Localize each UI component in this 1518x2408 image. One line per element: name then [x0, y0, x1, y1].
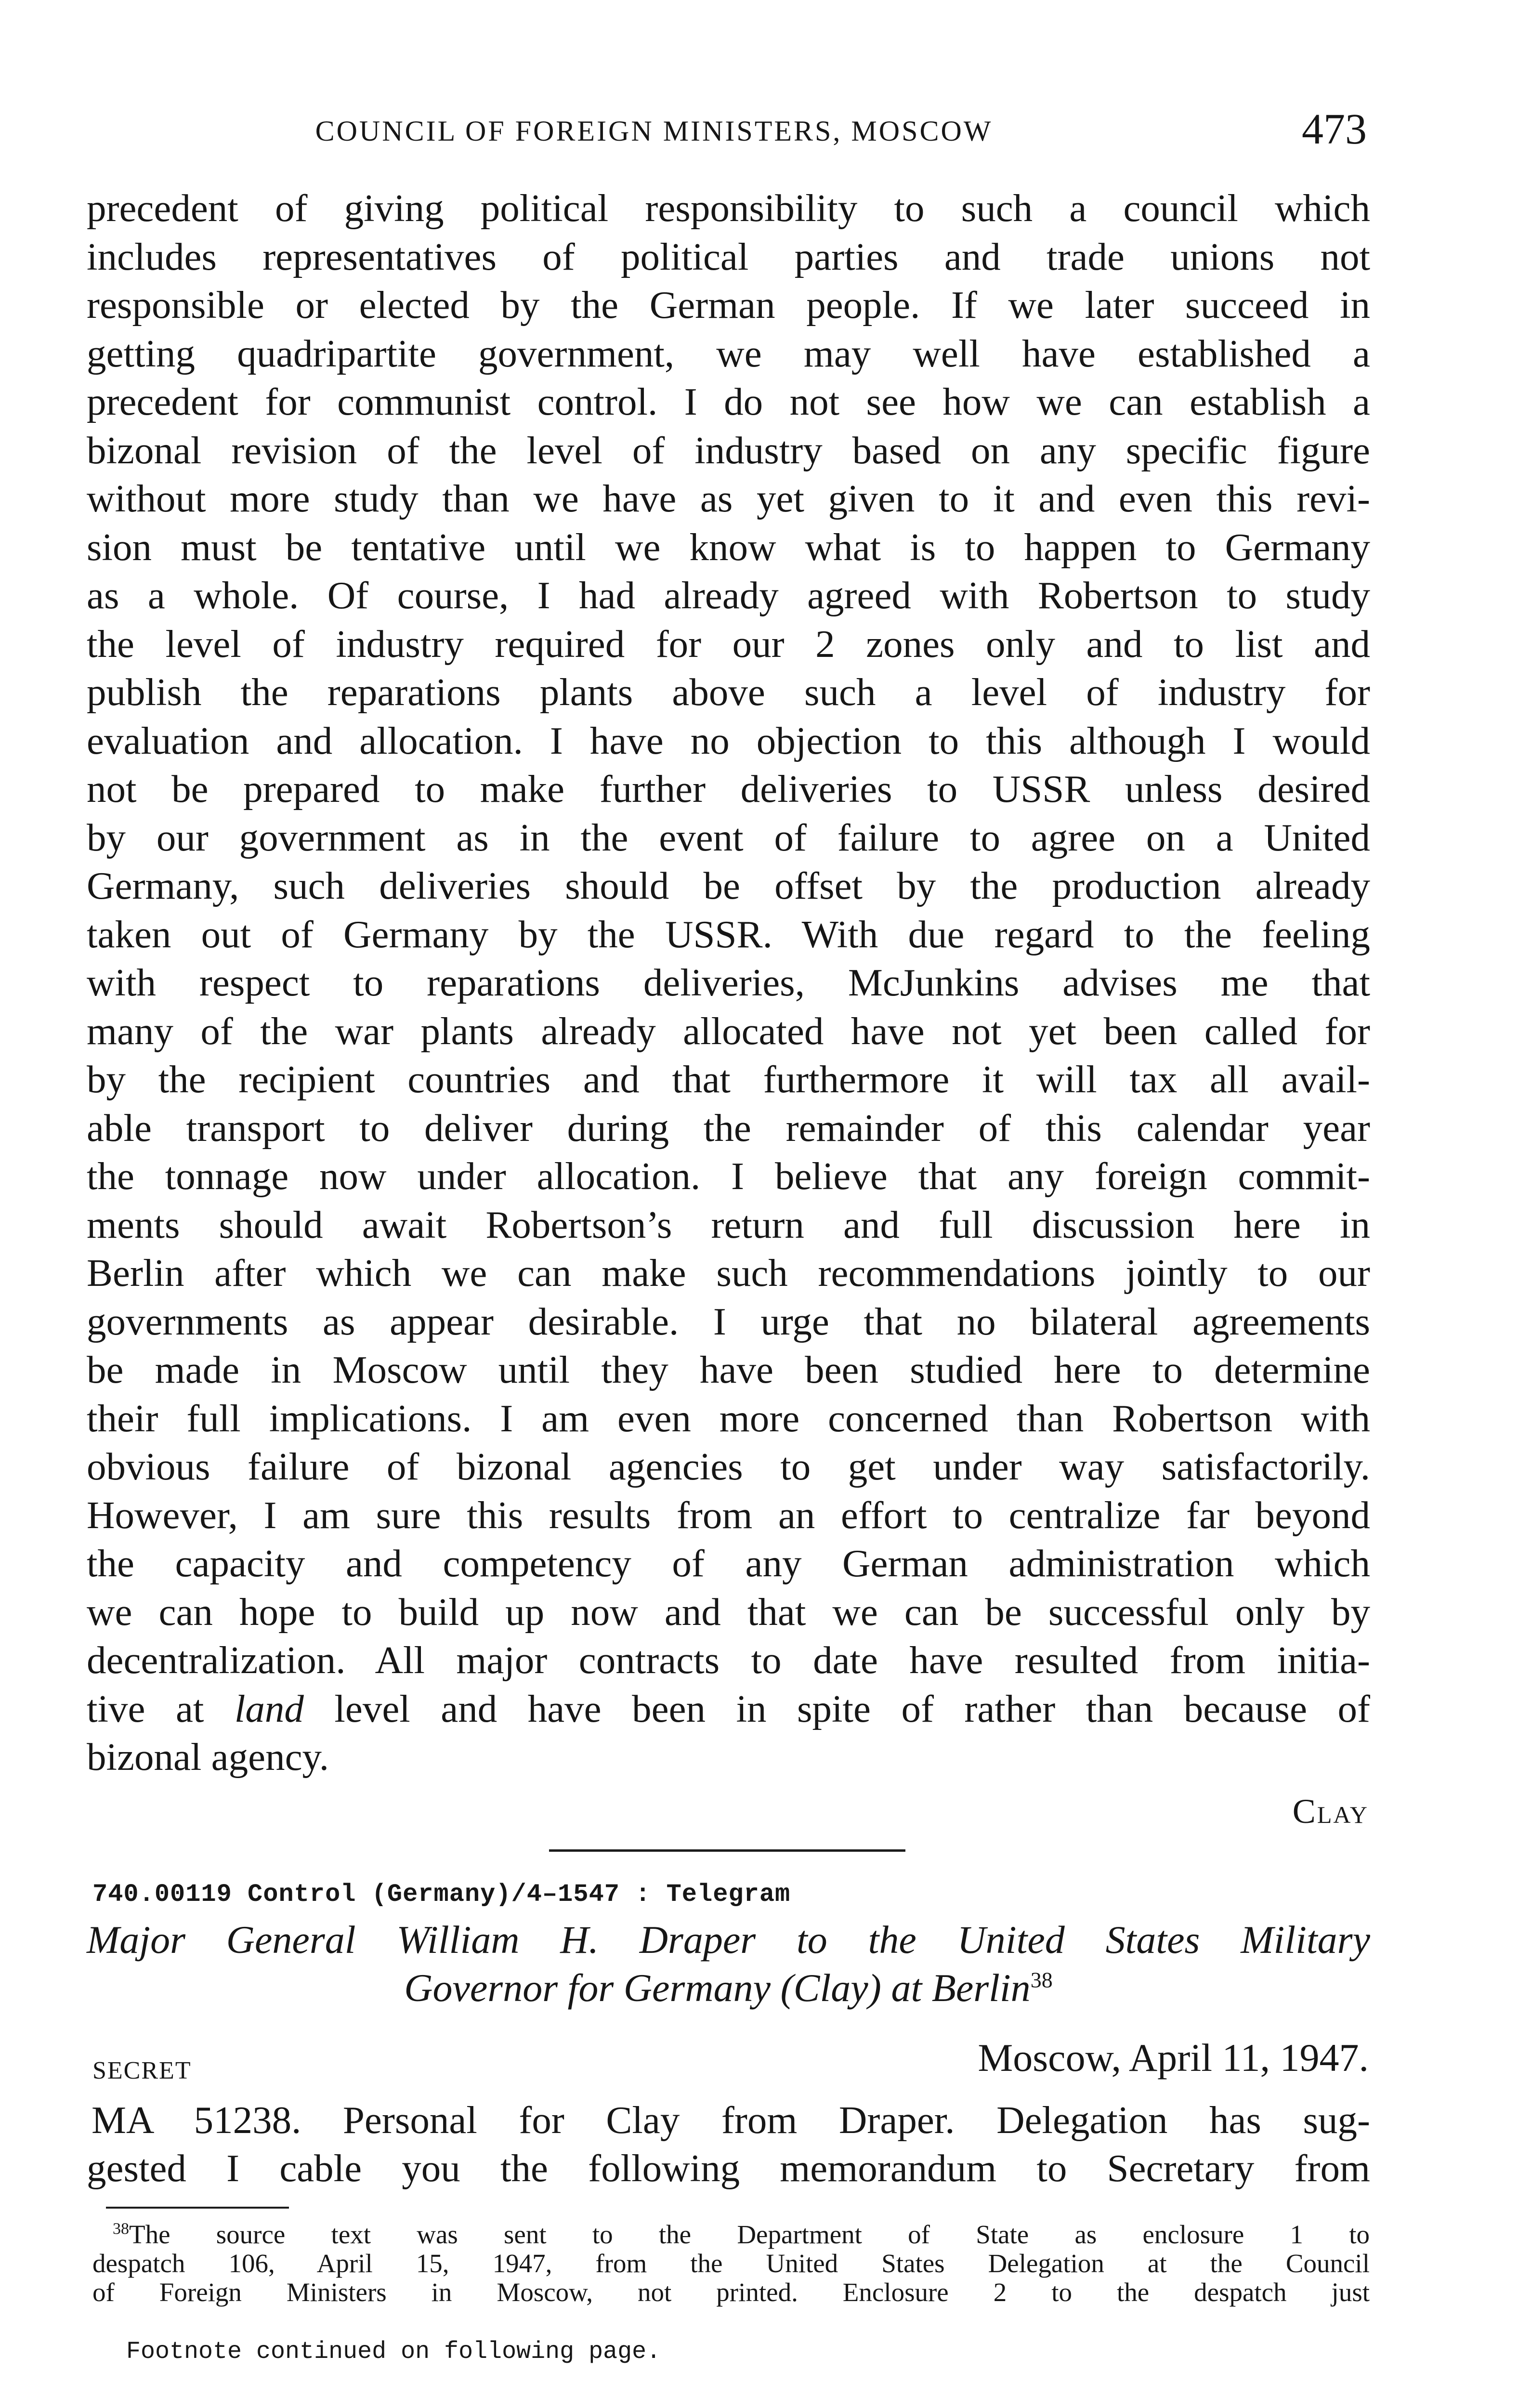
body-line: bizonal revision of the level of industry based on any specific figure — [87, 428, 1370, 472]
body-line: taken out of Germany by the USSR. With due regard to the feeling — [87, 912, 1370, 956]
body-line: their full implications. I am even more concerned than Robertson with — [87, 1396, 1370, 1440]
body-line: decentralization. All major contracts to date have resulted from initia- — [87, 1638, 1370, 1682]
body-line-segment: tive at — [87, 1687, 235, 1730]
body-line: the level of industry required for our 2 zones only and to list and — [87, 622, 1370, 666]
footnote-number: 38 — [113, 2220, 129, 2238]
running-title: COUNCIL OF FOREIGN MINISTERS, MOSCOW — [315, 115, 993, 147]
body-line: without more study than we have as yet given to it and even this revi- — [87, 477, 1370, 520]
body-line: many of the war plants already allocated have not yet been called for — [87, 1009, 1370, 1053]
body-line: as a whole. Of course, I had already agreed with Robertson to study — [87, 574, 1370, 617]
body-line: by our government as in the event of failure to agree on a United — [87, 815, 1370, 859]
document-title-line-2 — [87, 1964, 1370, 2012]
footnote-marker: 38 — [1030, 1967, 1053, 1992]
running-head — [91, 107, 1367, 165]
page-number: 473 — [1302, 105, 1367, 153]
body-line-with-italic — [87, 1685, 1370, 1733]
body-line: with respect to reparations deliveries, McJunkins advises me that — [87, 961, 1370, 1004]
italic-word: land — [234, 1687, 304, 1730]
body-line: includes representatives of political parties and trade unions not — [87, 235, 1370, 278]
body-paragraph — [87, 184, 1370, 1781]
body-line: not be prepared to make further deliveries to USSR unless desired — [87, 767, 1370, 811]
footnote-line: despatch 106, April 15, 1947, from the United States Delegation at the Council — [92, 2249, 1370, 2278]
body-line: we can hope to build up now and that we can be successful only by — [87, 1590, 1370, 1634]
message-line: gested I cable you the following memorandum to Secretary from — [87, 2146, 1370, 2190]
message-body — [87, 2096, 1370, 2192]
body-line: sion must be tentative until we know what is to happen to Germany — [87, 525, 1370, 569]
body-line: getting quadripartite government, we may well have established a — [87, 331, 1370, 375]
body-line: Germany, such deliveries should be offset by the production already — [87, 864, 1370, 907]
body-line: the tonnage now under allocation. I believe that any foreign commit- — [87, 1154, 1370, 1198]
file-reference: 740.00119 Control (Germany)/4–1547 : Telegram — [92, 1880, 791, 1909]
document-title-line-2-text: Governor for Germany (Clay) at Berlin — [404, 1966, 1031, 2010]
body-line: Berlin after which we can make such recommendations jointly to our — [87, 1251, 1370, 1295]
classification-label: SECRET — [92, 2057, 192, 2084]
body-last-line: bizonal agency. — [87, 1735, 329, 1779]
body-line: publish the reparations plants above such a level of industry for — [87, 670, 1370, 714]
body-line: precedent of giving political responsibility to such a council which — [87, 186, 1370, 230]
body-line: However, I am sure this results from an effort to centralize far beyond — [87, 1493, 1370, 1537]
footnote-continued-note: Footnote continued on following page. — [126, 2338, 661, 2366]
body-line-segment: level and have been in spite of rather than because of — [303, 1687, 1370, 1730]
body-line: governments as appear desirable. I urge that no bilateral agreements — [87, 1299, 1370, 1343]
body-line: ments should await Robertson’s return and full discussion here in — [87, 1203, 1370, 1246]
footnote — [92, 2220, 1370, 2307]
dateline: Moscow, April 11, 1947. — [978, 2036, 1369, 2080]
body-line: able transport to deliver during the remainder of this calendar year — [87, 1106, 1370, 1150]
body-line: responsible or elected by the German people. If we later succeed in — [87, 283, 1370, 327]
body-line: evaluation and allocation. I have no objection to this although I would — [87, 719, 1370, 762]
body-line: be made in Moscow until they have been studied here to determine — [87, 1348, 1370, 1391]
footnote-line: of Foreign Ministers in Moscow, not printed. Enclosure 2 to the despatch just — [92, 2277, 1370, 2307]
document-title-line-1: Major General William H. Draper to the United States Military — [87, 1918, 1370, 1962]
footnote-divider — [106, 2207, 289, 2209]
body-line: obvious failure of bizonal agencies to get under way satisfactorily. — [87, 1445, 1370, 1488]
footnote-line — [92, 2220, 1370, 2249]
body-line: by the recipient countries and that furthermore it will tax all avail- — [87, 1058, 1370, 1101]
section-divider — [549, 1849, 905, 1852]
footnote-line-text: The source text was sent to the Department of State as enclosure 1 to — [129, 2220, 1370, 2249]
message-line: MA 51238. Personal for Clay from Draper. Delegation has sug- — [92, 2098, 1370, 2142]
body-line: precedent for communist control. I do not see how we can establish a — [87, 380, 1370, 423]
body-line: the capacity and competency of any German administration which — [87, 1542, 1370, 1585]
signature: Clay — [1292, 1792, 1369, 1831]
document-title — [87, 1916, 1370, 2012]
